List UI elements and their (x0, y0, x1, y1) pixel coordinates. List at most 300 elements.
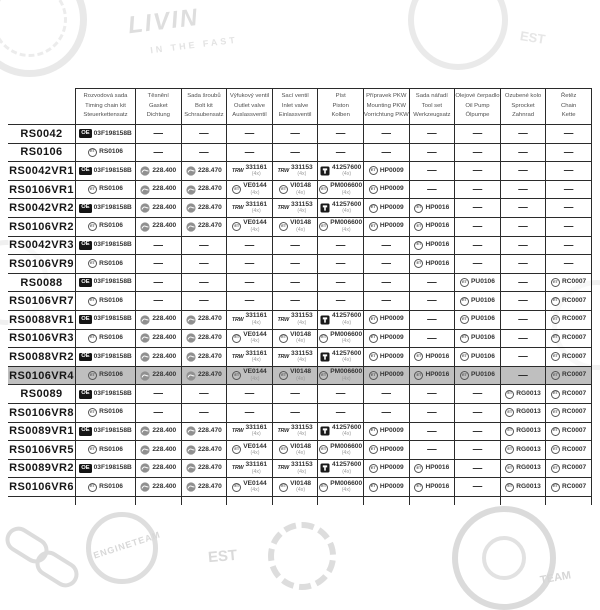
row-label[interactable]: RS0089VR1 (9, 425, 74, 438)
cell-bolt-kit (181, 237, 227, 255)
row-label[interactable]: RS0106 (20, 146, 63, 159)
part-number-text: 03F198158B (93, 389, 132, 397)
cell-mounting-pkw (363, 255, 409, 273)
cell-chain (545, 125, 591, 143)
part-number-text: HP0016 (425, 241, 450, 249)
table-row-rs0106vr3[interactable] (8, 330, 592, 349)
row-label[interactable]: RS0106VR3 (9, 332, 74, 345)
cell-outlet-valve (226, 385, 272, 403)
cell-timing-chain-kit (75, 478, 135, 496)
et-engineteam-icon: ET (414, 464, 423, 473)
part-number (562, 316, 586, 323)
cell-gasket (135, 292, 181, 310)
cell-timing-chain-kit (75, 348, 135, 366)
part-number-text: 331161 (245, 349, 268, 357)
dash: — (335, 406, 346, 418)
et-engineteam-icon: ET (232, 334, 241, 343)
part-number-text: 228.470 (197, 464, 222, 472)
row-label[interactable]: RS0088VR2 (9, 350, 74, 363)
cell-piston (317, 478, 363, 496)
cell-tool-set (409, 237, 455, 255)
cell-inlet-valve (272, 441, 318, 459)
quantity-label: (4x) (297, 208, 307, 215)
dash: — (153, 406, 164, 418)
part-number-text: RG0013 (516, 408, 541, 416)
part-number (425, 242, 449, 249)
table-row-rs0106vr4[interactable] (8, 367, 592, 386)
column-header-line: Kolben (331, 112, 350, 119)
part-number-text: RC0007 (562, 389, 587, 397)
column-header-line: Einlassventil (278, 112, 312, 119)
cell-sprocket (500, 199, 546, 217)
part-number-text: RG0013 (516, 389, 541, 397)
cell-outlet-valve (226, 348, 272, 366)
part-number-text: 228.470 (197, 222, 222, 230)
row-label[interactable]: RS0106VR2 (9, 220, 74, 233)
part-number (152, 354, 176, 361)
cell-oil-pump (454, 255, 500, 273)
stub-line (181, 497, 227, 505)
table-row-rs0042vr2[interactable] (8, 199, 592, 218)
dash: — (244, 146, 255, 158)
row-label[interactable]: RS0042VR1 (9, 164, 74, 177)
cell-chain (545, 367, 591, 385)
dash: — (153, 239, 164, 251)
dash: — (518, 369, 528, 381)
cell-oil-pump (454, 404, 500, 422)
column-header-piston (317, 88, 363, 124)
part-number (152, 335, 176, 342)
elring-logo-icon (140, 445, 150, 455)
part-number (99, 484, 123, 491)
part-number-text: PU0106 (471, 315, 495, 323)
dash: — (381, 406, 392, 418)
cell-gasket (135, 460, 181, 478)
part-number (152, 168, 176, 175)
part-number (380, 186, 404, 193)
cell-inlet-valve (272, 348, 318, 366)
quantity-label: (4x) (341, 338, 351, 345)
part-number-text: RG0013 (516, 482, 541, 490)
row-label[interactable]: RS0088VR1 (9, 313, 74, 326)
part-number (198, 168, 222, 175)
part-number-text: RS0106 (99, 185, 123, 193)
et-engineteam-icon: ET (88, 371, 97, 380)
cell-timing-chain-kit (75, 162, 135, 180)
dash: — (153, 388, 164, 400)
table-row-rs0106vr5[interactable] (8, 441, 592, 460)
table-row-rs0088vr1[interactable] (8, 311, 592, 330)
dash: — (244, 239, 255, 251)
part-number (332, 462, 361, 475)
part-number (245, 165, 267, 178)
cell-sprocket (500, 237, 546, 255)
part-number-text: VE0144 (243, 331, 267, 339)
elring-logo-icon (140, 185, 150, 195)
quantity-label: (4x) (297, 319, 307, 326)
elring-logo-icon (186, 185, 196, 195)
part-number (198, 186, 222, 193)
elring-logo-icon (186, 333, 196, 343)
quantity-label: (4x) (342, 431, 352, 438)
table-row-rs0088vr2[interactable] (8, 348, 592, 367)
et-engineteam-icon: ET (369, 445, 378, 454)
part-number (94, 242, 132, 249)
row-label[interactable]: RS0089 (20, 388, 63, 401)
part-number (330, 369, 362, 382)
part-number (516, 391, 541, 398)
part-number-text: 331153 (291, 163, 313, 171)
part-number-text: 228.400 (152, 427, 177, 434)
part-number-text: 03F198158B (93, 352, 132, 360)
row-label[interactable]: RS0106VR5 (9, 443, 74, 456)
cell-sprocket (500, 404, 546, 422)
cell-gasket (135, 144, 181, 162)
et-engineteam-icon: ET (369, 166, 378, 175)
cell-sprocket (500, 441, 546, 459)
dash: — (199, 258, 209, 270)
part-number (152, 186, 176, 193)
cell-tool-set (409, 441, 455, 459)
cell-mounting-pkw (363, 367, 409, 385)
stub-line (500, 497, 546, 505)
dash: — (518, 221, 528, 233)
part-number (516, 428, 541, 435)
part-number (425, 484, 449, 491)
cell-mounting-pkw (363, 125, 409, 143)
et-engineteam-icon: ET (414, 352, 423, 361)
cell-mounting-pkw (363, 199, 409, 217)
part-number-text: 228.400 (152, 203, 177, 211)
quantity-label: (4x) (296, 487, 306, 494)
cell-oil-pump (454, 292, 500, 310)
table-row-rs0106vr7[interactable] (8, 292, 592, 311)
part-number (99, 409, 123, 416)
part-number (99, 223, 123, 230)
dash: — (244, 258, 255, 270)
part-number (94, 428, 132, 435)
part-number (516, 465, 541, 472)
cell-oil-pump (454, 199, 500, 217)
part-number (330, 444, 362, 457)
dash: — (381, 128, 392, 140)
row-label[interactable]: RS0042VR2 (9, 202, 74, 215)
part-number (243, 183, 266, 196)
part-number (380, 223, 404, 230)
part-number-text: PM006600 (330, 442, 363, 450)
elring-logo-icon (140, 166, 150, 176)
cell-inlet-valve (272, 311, 318, 329)
cell-chain (545, 423, 591, 441)
row-label[interactable]: RS0106VR8 (9, 406, 74, 419)
cell-bolt-kit (181, 385, 227, 403)
part-number-text: VI0148 (290, 182, 312, 190)
cell-timing-chain-kit (75, 199, 135, 217)
elring-logo-icon (186, 445, 196, 455)
part-number-text: 03F198158B (93, 203, 132, 211)
part-number-text: HP0009 (379, 352, 404, 360)
et-engineteam-icon: ET (319, 185, 328, 194)
part-number-text: 228.470 (197, 427, 222, 434)
watermark-text: TEAM (539, 569, 572, 587)
part-number-text: 228.470 (197, 185, 222, 193)
et-engineteam-icon: ET (551, 390, 560, 399)
table-row-rs0042vr3[interactable] (8, 237, 592, 256)
part-number (471, 335, 495, 342)
cell-sprocket (500, 330, 546, 348)
part-number-text: RC0007 (562, 371, 587, 379)
part-number (516, 409, 541, 416)
part-number (516, 447, 541, 454)
dash: — (563, 146, 574, 158)
et-engineteam-icon: ET (460, 278, 469, 287)
part-number-text: PU0106 (471, 371, 495, 379)
part-number (290, 220, 311, 233)
cell-piston (317, 404, 363, 422)
et-engineteam-icon: ET (369, 334, 378, 343)
row-label[interactable]: RS0106VR7 (9, 295, 74, 308)
table-row-rs0088[interactable] (8, 274, 592, 293)
cell-bolt-kit (181, 460, 227, 478)
table-row-rs0106[interactable] (8, 144, 592, 163)
et-engineteam-icon: ET (319, 445, 328, 454)
row-label[interactable]: RS0042 (20, 127, 63, 140)
et-engineteam-icon: ET (551, 352, 560, 361)
part-number-text: PM006600 (330, 331, 363, 339)
column-header-chain (545, 88, 591, 124)
part-number-text: 228.400 (152, 334, 177, 342)
trw-logo-icon: TRW (231, 205, 244, 212)
cell-tool-set (409, 478, 455, 496)
cell-oil-pump (454, 460, 500, 478)
dash: — (290, 406, 300, 418)
cell-inlet-valve (272, 144, 318, 162)
quantity-label: (4x) (251, 319, 261, 326)
cell-sprocket (500, 460, 546, 478)
table-row-rs0106vr6[interactable] (8, 478, 592, 497)
kolbenschmidt-piston-icon (320, 203, 330, 213)
part-number-text: RC0007 (562, 334, 587, 342)
dash: — (518, 202, 528, 214)
part-number-text: RG0013 (516, 464, 541, 472)
cell-bolt-kit (181, 441, 227, 459)
part-number-text: HP0016 (425, 259, 450, 267)
part-number-text: HP0009 (379, 334, 404, 342)
et-engineteam-icon: ET (505, 390, 514, 399)
kolbenschmidt-piston-icon (320, 352, 330, 362)
part-number (562, 298, 586, 305)
elring-logo-icon (140, 463, 150, 473)
cell-gasket (135, 274, 181, 292)
et-engineteam-icon: ET (88, 148, 97, 157)
elring-logo-icon (186, 222, 196, 232)
part-number-text: VI0148 (290, 442, 312, 450)
row-label[interactable]: RS0106VR1 (9, 183, 74, 196)
row-label[interactable]: RS0042VR3 (9, 239, 74, 252)
cell-timing-chain-kit (75, 330, 135, 348)
dash: — (335, 146, 346, 158)
part-number-text: HP0009 (379, 445, 404, 453)
et-engineteam-icon: ET (88, 483, 97, 492)
row-label[interactable]: RS0088 (20, 276, 63, 289)
part-number (291, 462, 313, 475)
cell-piston (317, 385, 363, 403)
part-number (291, 165, 313, 178)
quantity-label: (4x) (342, 319, 352, 326)
cell-chain (545, 255, 591, 273)
column-header-line: Ozubené kolo (504, 93, 542, 100)
et-engineteam-icon: ET (279, 445, 288, 454)
dash: — (472, 406, 483, 418)
cell-chain (545, 404, 591, 422)
elring-logo-icon (140, 352, 150, 362)
et-engineteam-icon: ET (319, 222, 328, 231)
table-bottom-line-stubs (8, 497, 592, 505)
cell-sprocket (500, 144, 546, 162)
et-engineteam-icon: ET (551, 278, 560, 287)
part-number (94, 279, 132, 286)
row-label[interactable]: RS0089VR2 (9, 462, 74, 475)
table-row-rs0106vr8[interactable] (8, 404, 592, 423)
column-header-line: Přípravek PKW (366, 93, 407, 100)
cell-oil-pump (454, 274, 500, 292)
part-number-text: 228.400 (152, 464, 177, 472)
part-number (198, 428, 222, 435)
column-header-line: Výfukový ventil (229, 93, 270, 100)
quantity-label: (4x) (297, 357, 307, 364)
dash: — (335, 388, 346, 400)
quantity-label: (4x) (297, 171, 307, 178)
table-row-rs0089vr1[interactable] (8, 423, 592, 442)
cell-outlet-valve (226, 144, 272, 162)
part-number (243, 220, 266, 233)
row-label[interactable]: RS0106VR4 (9, 369, 74, 382)
dash: — (472, 444, 483, 456)
table-row-rs0106vr1[interactable] (8, 181, 592, 200)
table-row-rs0106vr2[interactable] (8, 218, 592, 237)
dash: — (244, 406, 255, 418)
parts-compatibility-table (8, 88, 592, 505)
stub-line (409, 497, 455, 505)
cell-timing-chain-kit (75, 311, 135, 329)
cell-inlet-valve (272, 423, 318, 441)
part-number-text: 331153 (291, 461, 313, 469)
part-number-text: RC0007 (562, 278, 587, 286)
part-number (380, 335, 404, 342)
et-engineteam-icon: ET (414, 222, 423, 231)
part-number-text: PU0106 (471, 296, 495, 304)
part-number-text: 228.470 (197, 334, 222, 342)
part-number (380, 428, 404, 435)
cell-oil-pump (454, 237, 500, 255)
part-number-text: RS0106 (99, 482, 123, 490)
table-row-rs0089vr2[interactable] (8, 460, 592, 479)
et-engineteam-icon: ET (551, 408, 560, 417)
part-number (425, 205, 449, 212)
part-number-text: HP0009 (379, 482, 404, 490)
dash: — (518, 146, 528, 158)
cell-chain (545, 181, 591, 199)
et-engineteam-icon: ET (551, 315, 560, 324)
cell-piston (317, 144, 363, 162)
part-number (380, 465, 404, 472)
table-row-rs0089[interactable] (8, 385, 592, 404)
et-engineteam-icon: ET (88, 222, 97, 231)
cell-mounting-pkw (363, 218, 409, 236)
cell-gasket (135, 385, 181, 403)
table-row-rs0042vr1[interactable] (8, 162, 592, 181)
et-engineteam-icon: ET (369, 464, 378, 473)
et-engineteam-icon: ET (551, 371, 560, 380)
part-number (562, 484, 586, 491)
cell-piston (317, 255, 363, 273)
cell-mounting-pkw (363, 274, 409, 292)
part-number-text: HP0009 (379, 185, 404, 193)
dash: — (472, 481, 483, 493)
part-number (99, 261, 123, 268)
cell-bolt-kit (181, 404, 227, 422)
part-number-text: 331161 (245, 312, 268, 320)
part-number-text: 03F198158B (93, 241, 132, 249)
dash: — (518, 332, 528, 344)
stub-spacer (8, 497, 75, 505)
part-number (380, 354, 404, 361)
dash: — (381, 146, 392, 158)
part-number (380, 372, 404, 379)
part-number (425, 465, 449, 472)
cell-sprocket (500, 423, 546, 441)
dash: — (472, 239, 483, 251)
part-number (245, 425, 267, 438)
cell-tool-set (409, 255, 455, 273)
part-number (425, 223, 449, 230)
row-label[interactable]: RS0106VR9 (9, 257, 74, 270)
part-number-text: RS0106 (99, 334, 123, 342)
dash: — (153, 128, 164, 140)
part-number-text: HP0009 (379, 315, 404, 323)
dash: — (199, 295, 209, 307)
et-engineteam-icon: ET (414, 483, 423, 492)
cell-chain (545, 274, 591, 292)
cell-chain (545, 218, 591, 236)
et-engineteam-icon: ET (232, 185, 241, 194)
column-header-line: Sprocket (511, 102, 535, 109)
table-row-rs0042[interactable] (8, 125, 592, 144)
cell-sprocket (500, 385, 546, 403)
cell-tool-set (409, 385, 455, 403)
quantity-label: (4x) (342, 468, 352, 475)
part-number-text: RG0013 (516, 427, 541, 434)
stub-line (135, 497, 181, 505)
table-row-rs0106vr9[interactable] (8, 255, 592, 274)
cell-inlet-valve (272, 478, 318, 496)
et-engineteam-icon: ET (460, 352, 469, 361)
cell-gasket (135, 423, 181, 441)
cell-tool-set (409, 404, 455, 422)
part-number-text: PU0106 (471, 334, 495, 342)
cell-bolt-kit (181, 478, 227, 496)
dash: — (244, 276, 255, 288)
cell-sprocket (500, 311, 546, 329)
dash: — (427, 444, 437, 456)
dash: — (381, 239, 392, 251)
cell-bolt-kit (181, 367, 227, 385)
row-label[interactable]: RS0106VR6 (9, 481, 74, 494)
cell-gasket (135, 478, 181, 496)
part-number-text: RC0007 (562, 296, 587, 304)
oe-badge-icon: OE (79, 167, 91, 176)
cell-timing-chain-kit (75, 441, 135, 459)
